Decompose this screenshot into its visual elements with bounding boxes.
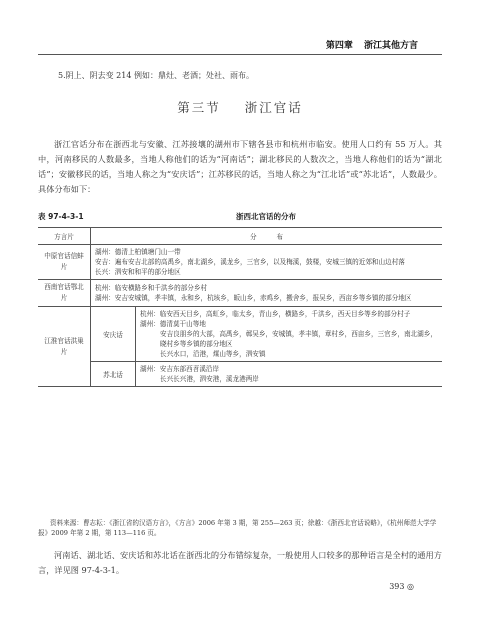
subregion-cell: 苏北话 bbox=[91, 362, 136, 387]
section-number: 第三节 bbox=[177, 100, 221, 115]
table-row bbox=[38, 307, 442, 362]
subregion-cell: 安庆话 bbox=[91, 307, 136, 362]
dist-line: 湖州：德清上柏镇塘门山一带 bbox=[95, 248, 181, 256]
closing-paragraph: 河南话、湖北话、安庆话和苏北话在浙西北的分布错综复杂，一般使用人口较多的那种语言是全村的通用方言，详见图 97-4-3-1。 bbox=[38, 550, 442, 575]
dist-line: 长兴水口，沿港，煤山等乡，泗安镇 bbox=[160, 350, 266, 358]
section-name: 浙江官话 bbox=[244, 100, 303, 115]
section-title bbox=[0, 98, 480, 116]
table-title: 浙西北官话的分布 bbox=[236, 212, 296, 221]
dist-line: 长兴长兴港，泗安港，溪龙港两岸 bbox=[160, 375, 259, 383]
table-row bbox=[38, 280, 442, 307]
region-cell: 中原官话信蚌片 bbox=[38, 245, 91, 280]
table-row bbox=[38, 362, 442, 387]
table-row bbox=[38, 245, 442, 280]
distribution-table bbox=[38, 227, 442, 387]
dist-line: 湖州：安吉安城镇，孝丰镇，永和乡，杭垓乡，皈山乡，赤鸡乡，搬舍乡，报吴乡，西亩乡等乡镇的部分地区 bbox=[95, 294, 412, 302]
region-cell: 江淮官话洪巢片 bbox=[38, 307, 91, 387]
distribution-cell bbox=[91, 280, 443, 307]
region-cell: 西南官话鄂北片 bbox=[38, 280, 91, 307]
header-region: 方言片 bbox=[38, 228, 91, 245]
dist-line: 湖州：安吉东部西苕溪沿岸 bbox=[140, 365, 220, 373]
dist-line: 杭州：临安西天目乡，高虹乡，临太乡，青山乡，横路乡，千洪乡，西天目乡等乡的部分村子 bbox=[140, 310, 411, 318]
table-label: 表 97-4-3-1 bbox=[38, 212, 84, 221]
dist-line: 安吉：遍布安吉北部的高禹乡，南北湖乡，溪龙乡，三官乡，以及梅溪，鼓楼，安城三镇的近郊和山边村落 bbox=[95, 258, 405, 266]
running-header bbox=[326, 38, 418, 51]
dist-line: 湖州：德清莫干山等地 bbox=[140, 320, 206, 328]
source-note: 资料来源：曹志耘：《浙江省的汉语方言》，《方言》2006 年第 3 期，第 255—263 页；徐越：《浙西北官话说略》，《杭州师范大学学报》2009 年第 2 期，第 113—116 页。 bbox=[38, 519, 437, 537]
header-rule bbox=[38, 54, 442, 55]
distribution-cell bbox=[91, 245, 443, 280]
chapter-number: 第四章 bbox=[325, 41, 353, 51]
dist-line: 安吉良朋乡的大部，高禹乡，鄣吴乡，安城镇，孝丰镇，章村乡，西亩乡，三官乡，南北湖乡，晓村乡等乡镇的部分地区 bbox=[160, 330, 437, 348]
intro-paragraph: 浙江官话分布在浙西北与安徽、江苏接壤的湖州市下辖各县市和杭州市临安。使用人口约有 55 万人。其中，河南移民的人数最多，当地人称他们的话为“河南话”；湖北移民的人数次之，当地人称他们的话为“湖北话”；安徽移民的话，当地人称之为“安庆话”；江苏移民的话，当地人称之为“江北话”或“苏北话”，人数最少。具体分布如下： bbox=[38, 139, 442, 194]
distribution-cell bbox=[136, 307, 443, 362]
page-number: 393 ◎ bbox=[389, 582, 414, 591]
table-caption bbox=[38, 211, 442, 222]
dist-line: 杭州：临安横路乡和千洪乡的部分乡村 bbox=[95, 284, 208, 292]
list-item-5: 5.阴上、阴去变 214 例如：鼎灶、老酒；处社、雨布。 bbox=[58, 71, 254, 80]
distribution-cell bbox=[136, 362, 443, 387]
header-distribution: 分 布 bbox=[91, 228, 443, 245]
table-header-row bbox=[38, 228, 442, 245]
dist-line: 长兴：泗安和和平的部分地区 bbox=[95, 268, 181, 276]
chapter-title: 浙江其他方言 bbox=[363, 41, 418, 51]
